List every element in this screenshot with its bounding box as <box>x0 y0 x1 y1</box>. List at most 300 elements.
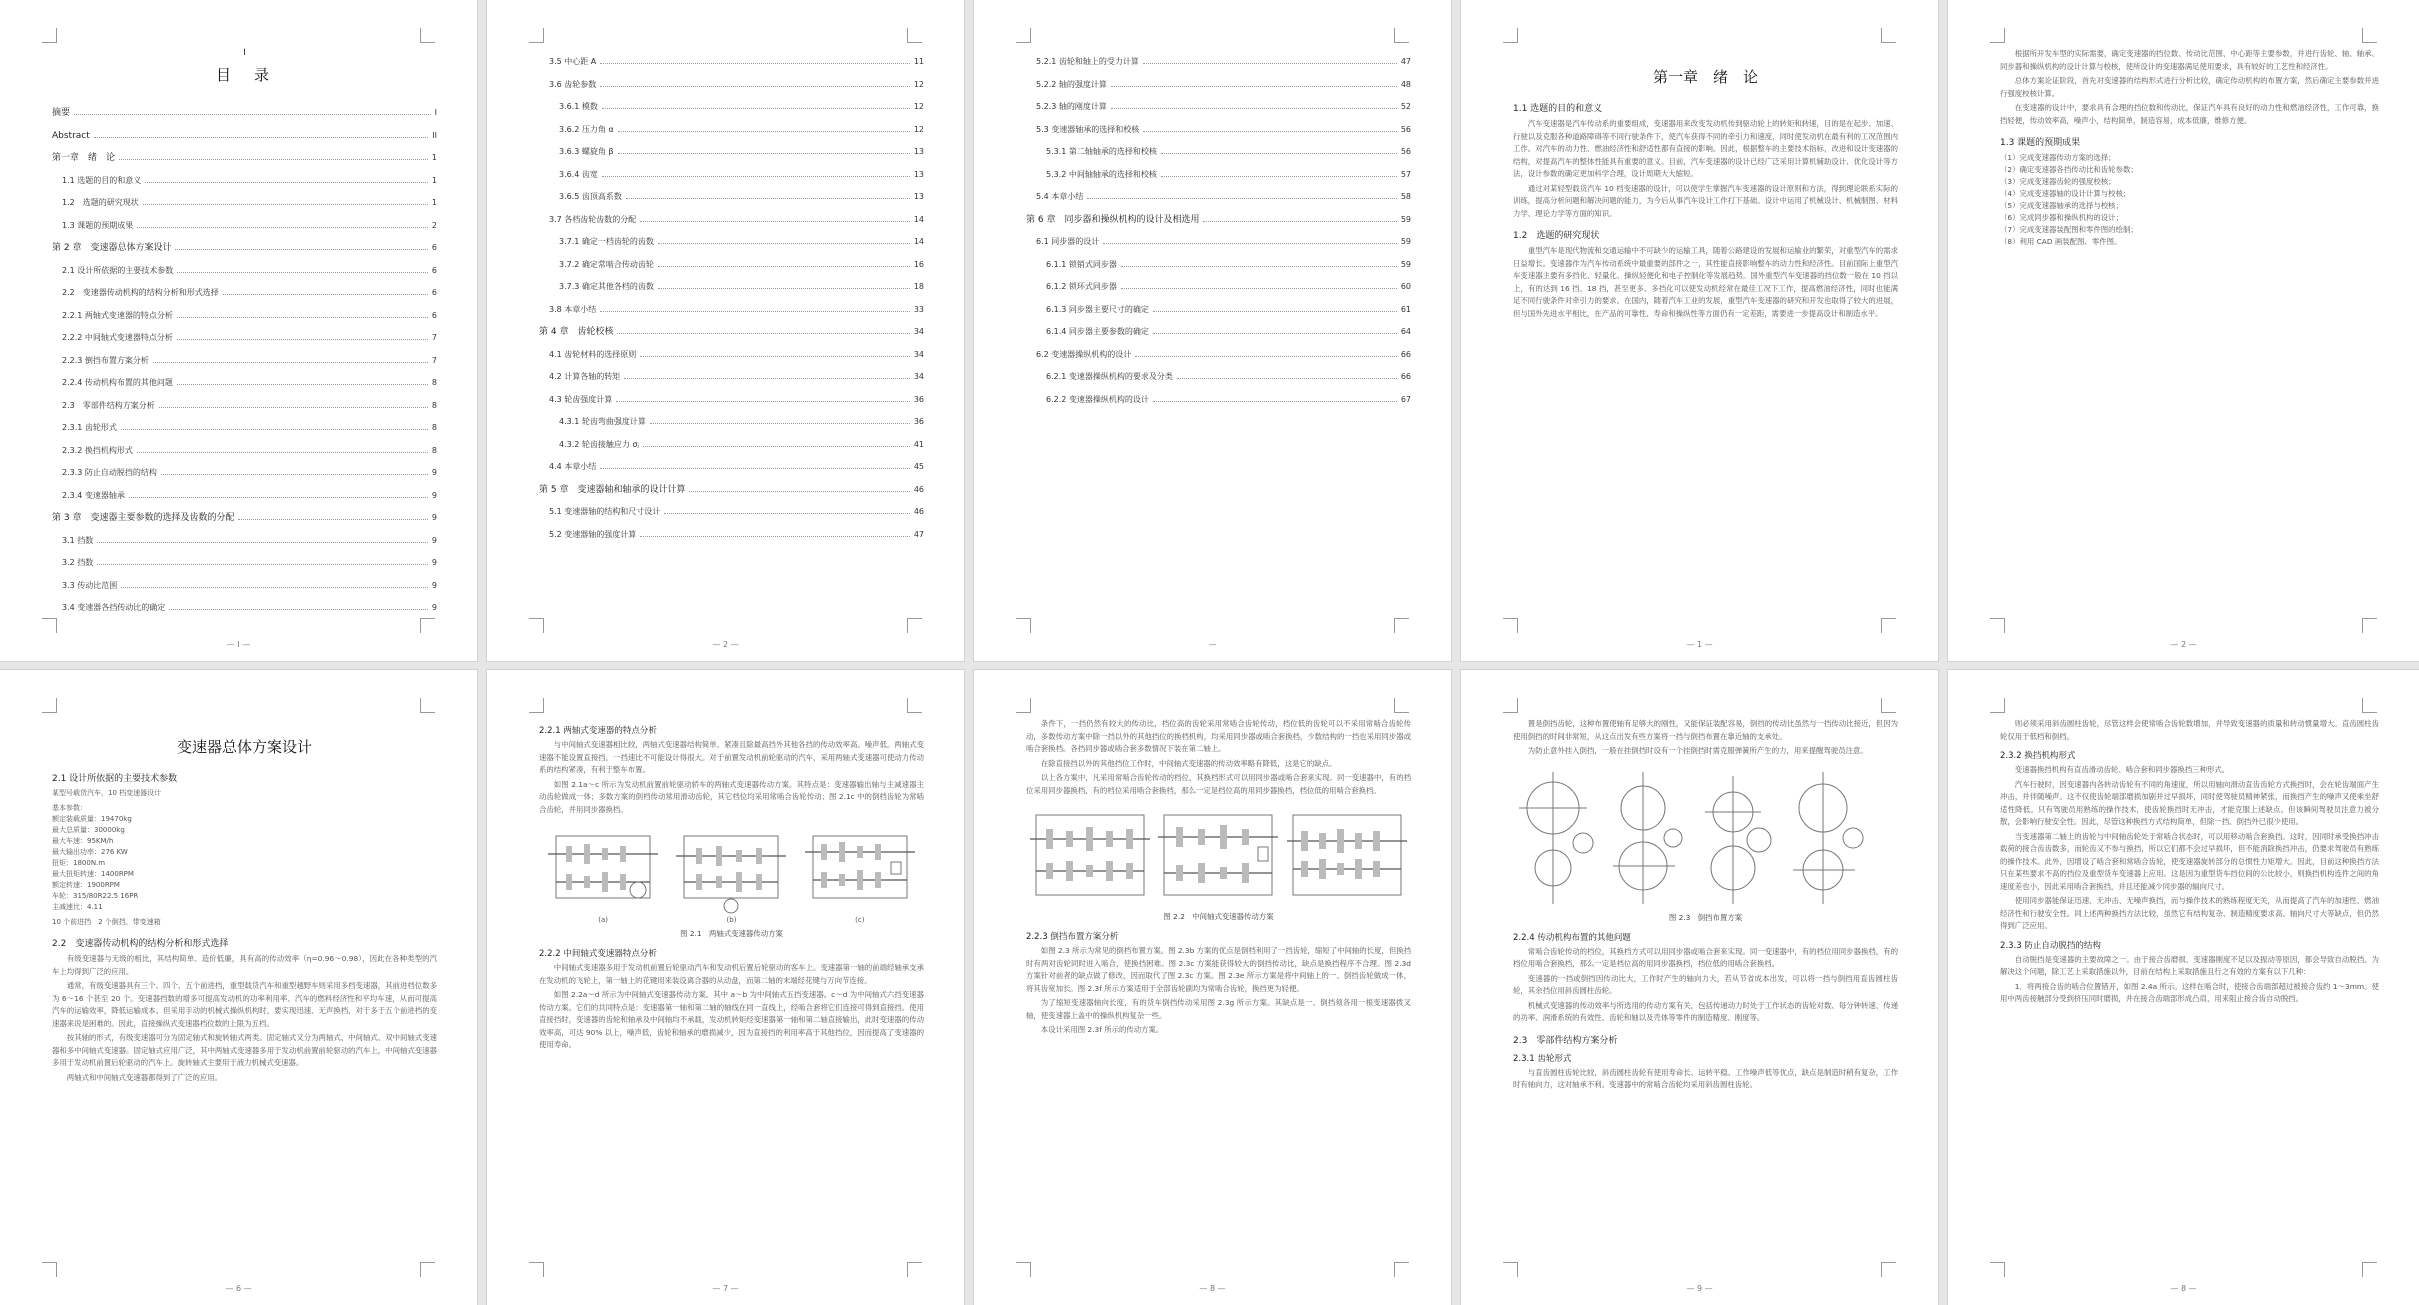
toc-leader-dots <box>689 491 909 492</box>
toc-entry-page: 57 <box>1400 169 1411 179</box>
toc-entry[interactable] <box>52 287 437 299</box>
toc-leader-dots <box>640 221 910 222</box>
body-paragraph: 通过对某轻型载货汽车 10 档变速器的设计，可以使学生掌握汽车变速器的设计原则和方法，得到理论联系实际的训练，提高分析问题和解决问题的能力，为今后从事汽车设计工作打下基础。设计中运用了机械设计、机械制图、材料力学、理论力学等方面的知识。 <box>1513 183 1898 218</box>
toc-entry-title: 3.1 挡数 <box>62 535 94 545</box>
toc-leader-dots <box>143 204 428 205</box>
toc-entry-page: 52 <box>1400 102 1411 111</box>
toc-title: 目 录 <box>215 66 273 84</box>
toc-entry-page: 58 <box>1400 192 1411 201</box>
list-item: （2）确定变速器各挡传动比和齿轮参数； <box>2000 165 2138 174</box>
toc-entry[interactable] <box>1026 191 1411 203</box>
toc-entry-page: 61 <box>1400 304 1411 314</box>
toc-entry-title: 4.3 轮齿强度计算 <box>549 394 613 404</box>
toc-entry-page: 13 <box>913 169 924 179</box>
toc-entry[interactable] <box>539 371 924 383</box>
document-page-5 <box>1948 0 2419 661</box>
toc-leader-dots <box>640 356 910 357</box>
body-paragraph: 自动脱挡是变速器的主要故障之一。由于接合齿磨损、变速器刚度不足以及振动等原因，都会导致自动脱挡。为解决这个问题，除工艺上采取措施以外，目前在结构上采取措施且行之有效的方案有以下几种： <box>2000 954 2379 976</box>
toc-leader-dots <box>600 86 910 87</box>
toc-leader-dots <box>1143 131 1397 132</box>
toc-leader-dots <box>658 266 910 267</box>
toc-entry-title: 3.6.4 齿宽 <box>559 169 598 179</box>
toc-leader-dots <box>1121 288 1397 289</box>
toc-entry[interactable] <box>539 124 924 136</box>
toc-leader-dots <box>129 497 428 498</box>
toc-leader-dots <box>1177 378 1397 379</box>
page-number: — 7 — <box>712 1284 739 1293</box>
page-corner-mark <box>1990 1262 2005 1277</box>
page-corner-mark <box>1503 1262 1518 1277</box>
toc-entry-page: 33 <box>913 304 924 314</box>
toc-entry[interactable] <box>52 197 437 209</box>
toc-entry[interactable] <box>539 214 924 226</box>
page-corner-mark <box>2362 1262 2377 1277</box>
section-heading: 1.2 选题的研究现状 <box>1513 231 1600 241</box>
toc-entry-title: 6.1.1 锁销式同步器 <box>1046 259 1117 269</box>
toc-entry[interactable] <box>1026 56 1411 68</box>
toc-entry-title: 4.4 本章小结 <box>549 462 597 471</box>
toc-entry-title: 2.3.2 换挡机构形式 <box>62 445 133 455</box>
list-item: （7）完成变速器装配图和零件图的绘制； <box>2000 225 2138 234</box>
body-paragraph: 1．将两接合齿的啮合位置错开，如图 2.4a 所示。这样在啮合时，使接合齿端部超过被接合齿约 1～3mm。使用中两齿接触部分受到挤压同时磨损，并在接合齿端部形成凸肩，用来阻止接合齿自动脱挡。 <box>2000 981 2379 1003</box>
toc-entry[interactable] <box>1026 281 1411 293</box>
toc-entry[interactable] <box>1026 326 1411 338</box>
toc-entry-title: 2.3.4 变速器轴承 <box>62 490 125 500</box>
section-heading: 2.3.3 防止自动脱挡的结构 <box>2000 940 2101 951</box>
toc-entry-title: 3.6.5 齿顶高系数 <box>559 192 622 201</box>
outcome-list <box>2000 152 2379 248</box>
parameter-block <box>52 788 437 928</box>
document-page-7 <box>487 670 964 1305</box>
toc-list <box>1026 56 1411 406</box>
toc-entry-page: 6 <box>431 265 437 275</box>
list-item: （4）完成变速器轴的设计计算与校核； <box>2000 189 2131 198</box>
section-heading: 2.2.1 两轴式变速器的特点分析 <box>539 726 657 736</box>
toc-leader-dots <box>177 384 428 385</box>
section-heading: 2.3.1 齿轮形式 <box>1513 1053 1572 1064</box>
toc-entry[interactable] <box>1026 259 1411 271</box>
toc-entry-title: 5.3.2 中间轴轴承的选择和校核 <box>1046 169 1157 179</box>
toc-entry-page: 59 <box>1400 259 1411 269</box>
toc-entry[interactable] <box>1026 124 1411 136</box>
page-corner-mark <box>1881 1262 1896 1277</box>
page-corner-mark <box>1394 618 1409 633</box>
toc-entry-title: 2.2.1 两轴式变速器的特点分析 <box>62 310 173 320</box>
toc-entry-title: 2.2.4 传动机构布置的其他问题 <box>62 378 173 387</box>
body-paragraph: 与中间轴式变速器相比较，两轴式变速器结构简单、紧凑且除最高挡外其他各挡的传动效率高、噪声低。两轴式变速器不能设置直接挡，一挡速比不可能设计得很大。对于前置发动机前轮驱动的汽车，采用两轴式变速器可使动力传动系的结构紧凑，有利于整车布置。 <box>539 740 924 774</box>
toc-entry[interactable] <box>52 265 437 277</box>
toc-entry-page: 46 <box>913 507 924 516</box>
toc-entry[interactable] <box>1026 101 1411 113</box>
toc-leader-dots <box>1203 221 1396 222</box>
page-corner-mark <box>42 698 57 713</box>
toc-leader-dots <box>600 311 910 312</box>
toc-entry[interactable] <box>52 175 437 187</box>
param-note: 10 个前进挡 2 个倒挡，带变速箱 <box>52 918 161 926</box>
toc-entry-title: 6.1.4 同步器主要参数的确定 <box>1046 327 1149 336</box>
toc-entry-page: 47 <box>913 529 924 539</box>
toc-entry-page: 13 <box>913 192 924 201</box>
section-heading: 2.2.2 中间轴式变速器特点分析 <box>539 949 657 959</box>
toc-entry-page: 11 <box>913 57 924 66</box>
toc-entry-page: 6 <box>431 310 437 320</box>
toc-entry-title: 3.7.1 确定一档齿轮的齿数 <box>559 237 654 246</box>
toc-leader-dots <box>1103 243 1397 244</box>
toc-entry[interactable] <box>539 416 924 428</box>
body-paragraph: 变速器换挡机构有直齿滑动齿轮、啮合套和同步器换挡三种形式。 <box>2014 765 2230 774</box>
page-corner-mark <box>907 28 922 43</box>
toc-leader-dots <box>664 513 910 514</box>
toc-entry[interactable] <box>539 394 924 406</box>
toc-leader-dots <box>618 131 910 132</box>
body-paragraph: 重型汽车是现代物流和交通运输中不可缺少的运输工具，随着公路建设的发展和运输业的繁荣，对重型汽车的需求日益增长。变速器作为汽车传动系统中最重要的部件之一，其性能直接影响整车的动力性和经济性。目前国际上重型汽车变速器主要有多挡化、轻量化、操纵轻便化和电子控制化等发展趋势。国外重型汽车变速器的挡位数一般在 10 挡以上，有的达到 16 挡、18 挡，甚至更多。多挡化可以使发动机经常在最佳工况下工作，提高燃油经济性，同时也能满足不同行驶条件对牵引力的要求。在国内，随着汽车工业的发展，重型汽车变速器的研究和开发也取得了较大的进展，但与国外先进水平相比，在产品的可靠性、寿命和操纵性等方面仍有一定差距，需要进一步提高设计和制造水平。 <box>1513 246 1898 318</box>
toc-entry-title: 1.1 选题的目的和意义 <box>62 175 142 185</box>
gearbox-diagram <box>805 826 915 916</box>
toc-entry-title: 5.2.3 轴的刚度计算 <box>1036 102 1107 111</box>
gearbox-diagram <box>676 826 786 916</box>
toc-entry[interactable] <box>539 529 924 541</box>
toc-entry-title: 2.2.3 倒挡布置方案分析 <box>62 355 149 365</box>
toc-leader-dots <box>153 362 428 363</box>
body-paragraph: 如图 2.3 所示为常见的倒档布置方案。图 2.3b 方案的优点是倒档利用了一挡齿轮，缩短了中间轴的长度，但换挡时有两对齿轮同时进入啮合，使换挡困难。图 2.3c 方案能获得较大的倒挡传动比，缺点是换挡程序不合理。图 2.3d 方案针对前者的缺点做了修改，因而取代了图 2.3c 方案。图 2.3e 所示方案是将中间轴上的一、倒挡齿轮做成一体，将其齿宽加长。图 2.3f 所示方案适用于全部齿轮副均为常啮合齿轮，换挡更为轻便。 <box>1026 946 1411 993</box>
toc-entry-title: 第 4 章 齿轮校核 <box>539 327 614 337</box>
toc-leader-dots <box>94 137 429 138</box>
param-item: 额定转速：1900RPM <box>52 881 120 889</box>
toc-entry-title: 2.1 设计所依据的主要技术参数 <box>62 265 174 275</box>
toc-leader-dots <box>177 339 428 340</box>
param-item: 最大扭矩转速：1400RPM <box>52 870 134 878</box>
toc-entry[interactable] <box>52 535 437 547</box>
toc-entry-page: 46 <box>913 484 924 494</box>
param-item: 额定装载质量：19470kg <box>52 815 132 823</box>
toc-entry[interactable] <box>1026 236 1411 248</box>
page-number: — 9 — <box>1686 1284 1713 1293</box>
toc-entry[interactable] <box>52 467 437 479</box>
page-number: — 1 — <box>1686 640 1713 649</box>
toc-entry[interactable] <box>1026 371 1411 383</box>
toc-leader-dots <box>1143 63 1397 64</box>
page-number: — <box>1208 640 1217 649</box>
toc-entry-title: 3.7.2 确定常啮合传动齿轮 <box>559 259 654 269</box>
page-corner-mark <box>1503 28 1518 43</box>
toc-entry-title: 3.3 传动比范围 <box>62 580 118 590</box>
toc-entry-title: 5.2 变速器轴的强度计算 <box>549 529 637 539</box>
body-paragraph: 按其轴的形式，有级变速器可分为固定轴式和旋转轴式两类。固定轴式又分为两轴式、中间轴式、双中间轴式变速器和多中间轴式变速器。固定轴式应用广泛，其中两轴式变速器多用于发动机前置前轮驱动的汽车上，中间轴式变速器多用于发动机前置后轮驱动的汽车上。旋转轴式主要用于液力机械式变速器。 <box>52 1033 437 1067</box>
toc-entry-page: 8 <box>431 423 437 432</box>
toc-entry[interactable] <box>52 107 437 119</box>
toc-leader-dots <box>624 378 910 379</box>
toc-entry[interactable] <box>52 310 437 322</box>
toc-entry[interactable] <box>52 377 437 389</box>
toc-entry[interactable] <box>52 490 437 502</box>
body-paragraph: 根据所开发车型的实际需要，确定变速器的挡位数、传动比范围、中心距等主要参数，并进行齿轮、轴、轴承、同步器和操纵机构的设计计算与校核，使所设计的变速器满足使用要求，具有较好的工艺性和经济性。 <box>2000 49 2379 71</box>
toc-leader-dots <box>137 452 428 453</box>
toc-entry[interactable] <box>1026 79 1411 91</box>
section-heading: 2.2.3 倒挡布置方案分析 <box>1026 932 1119 942</box>
page-corner-mark <box>2362 28 2377 43</box>
page-corner-mark <box>42 1262 57 1277</box>
page-number: — 2 — <box>712 640 739 649</box>
toc-entry[interactable] <box>52 580 437 592</box>
page-corner-mark <box>1881 28 1896 43</box>
toc-entry-page: 36 <box>913 417 924 426</box>
toc-entry[interactable] <box>539 146 924 158</box>
page-corner-mark <box>2362 698 2377 713</box>
toc-entry[interactable] <box>1026 214 1411 226</box>
toc-entry[interactable] <box>52 512 437 524</box>
toc-entry[interactable] <box>52 602 437 614</box>
toc-entry[interactable] <box>539 326 924 338</box>
page-corner-mark <box>2362 618 2377 633</box>
body-paragraph: 在变速器的设计中，要求具有合理的挡位数和传动比，保证汽车具有良好的动力性和燃油经济性，工作可靠，换挡轻便，传动效率高，噪声小，结构简单，制造容易，成本低廉，维修方便。 <box>2000 103 2379 125</box>
toc-entry[interactable] <box>52 422 437 434</box>
document-page-10 <box>1948 670 2419 1305</box>
page-corner-mark <box>1394 1262 1409 1277</box>
toc-entry-title: 3.7 各档齿轮齿数的分配 <box>549 214 637 224</box>
toc-entry-title: 3.6 齿轮参数 <box>549 79 597 89</box>
body-paragraph: 机械式变速器的传动效率与所选用的传动方案有关，包括传递动力时处于工作状态的齿轮对数、每分钟转速、传递的功率、润滑系统的有效性、齿轮和轴以及壳体等零件的制造精度、刚度等。 <box>1513 1000 1898 1022</box>
toc-leader-dots <box>658 288 910 289</box>
toc-entry-page: 9 <box>431 513 437 522</box>
toc-entry-title: 3.7.3 确定其他各档的齿数 <box>559 282 654 291</box>
toc-entry-title: 第 3 章 变速器主要参数的选择及齿数的分配 <box>52 513 235 523</box>
toc-entry[interactable] <box>539 79 924 91</box>
toc-entry[interactable] <box>539 259 924 271</box>
toc-entry[interactable] <box>52 130 437 142</box>
toc-entry-page: 18 <box>913 282 924 291</box>
page-top-mark: I <box>243 48 246 58</box>
param-item: 扭矩：1800N.m <box>52 859 106 867</box>
toc-entry-page: 45 <box>913 462 924 471</box>
gearbox-diagram <box>1287 807 1407 907</box>
toc-entry[interactable] <box>52 557 437 569</box>
section-heading: 2.3.2 换挡机构形式 <box>2000 751 2076 761</box>
page-corner-mark <box>1503 618 1518 633</box>
toc-entry-page: 34 <box>913 349 924 359</box>
toc-entry[interactable] <box>1026 169 1411 181</box>
param-title: 基本参数： <box>52 804 87 812</box>
toc-entry-title: 第一章 绪 论 <box>52 153 116 163</box>
section-heading: 2.2.4 传动机构布置的其他问题 <box>1513 932 1631 943</box>
toc-leader-dots <box>616 401 910 402</box>
page-corner-mark <box>420 28 435 43</box>
page-number: — 2 — <box>2170 640 2197 649</box>
toc-entry-title: 3.5 中心距 A <box>549 57 597 66</box>
figure-label: (c) <box>855 916 865 924</box>
toc-entry[interactable] <box>539 461 924 473</box>
toc-leader-dots <box>602 108 910 109</box>
toc-entry-page: 9 <box>431 603 437 612</box>
page-corner-mark <box>907 618 922 633</box>
toc-entry-page: 14 <box>913 237 924 246</box>
toc-entry-title: 6.1.3 同步器主要尺寸的确定 <box>1046 304 1149 314</box>
toc-entry[interactable] <box>539 169 924 181</box>
toc-entry[interactable] <box>52 152 437 164</box>
list-item: （6）完成同步器和操纵机构的设计； <box>2000 213 2123 222</box>
page-corner-mark <box>1503 698 1518 713</box>
toc-entry-page: 7 <box>431 355 437 365</box>
page-corner-mark <box>529 28 544 43</box>
body-paragraph: 在除直接挡以外的其他挡位工作时，中间轴式变速器的传动效率略有降低，这是它的缺点。 <box>1040 758 1337 768</box>
toc-entry[interactable] <box>539 506 924 518</box>
toc-leader-dots <box>626 198 910 199</box>
body-paragraph: 使用同步器能保证迅速、无冲击、无噪声换挡，而与操作技术的熟练程度无关，从而提高了汽车的加速性、燃油经济性和行驶安全性。同上述两种换挡方法比较，虽然它有结构复杂、制造精度要求高、轴向尺寸大等缺点，但仍然得到广泛应用。 <box>2000 896 2379 930</box>
figure-caption: 图 2.3 倒挡布置方案 <box>1668 912 1743 922</box>
toc-leader-dots <box>97 542 428 543</box>
toc-leader-dots <box>643 446 910 447</box>
toc-entry-title: 6.2.2 变速器操纵机构的设计 <box>1046 394 1149 404</box>
toc-entry[interactable] <box>539 191 924 203</box>
toc-entry-page: 9 <box>431 580 437 590</box>
toc-entry-title: 第 6 章 同步器和操纵机构的设计及相选用 <box>1026 214 1200 225</box>
section-heading: 1.1 选题的目的和意义 <box>1513 104 1603 114</box>
page-corner-mark <box>420 698 435 713</box>
toc-entry[interactable] <box>52 220 437 232</box>
toc-leader-dots <box>1161 176 1397 177</box>
page-corner-mark <box>1881 698 1896 713</box>
toc-entry[interactable] <box>52 242 437 254</box>
toc-entry[interactable] <box>1026 349 1411 361</box>
toc-entry[interactable] <box>539 304 924 316</box>
toc-entry-page: 67 <box>1400 394 1411 404</box>
toc-entry-title: 第 5 章 变速器轴和轴承的设计计算 <box>539 484 686 495</box>
chapter-title: 第一章 绪 论 <box>1652 68 1758 86</box>
page-corner-mark <box>1990 698 2005 713</box>
toc-entry-page: 47 <box>1400 57 1411 66</box>
toc-entry[interactable] <box>52 400 437 412</box>
toc-entry-page: 9 <box>431 490 437 500</box>
body-paragraph: 变速器的一挡或倒挡因传动比大，工作时产生的轴向力大，若从节省成本出发，可以将一挡与倒挡用直齿圆柱齿轮，其余挡位用斜齿圆柱齿轮。 <box>1513 973 1898 995</box>
toc-entry[interactable] <box>539 349 924 361</box>
page-corner-mark <box>529 698 544 713</box>
toc-entry-title: 6.1 同步器的设计 <box>1036 237 1100 246</box>
toc-entry-title: 4.3.1 轮齿弯曲强度计算 <box>559 417 646 426</box>
toc-entry[interactable] <box>539 236 924 248</box>
toc-entry[interactable] <box>539 439 924 451</box>
document-page-3 <box>974 0 1451 661</box>
gearbox-diagram <box>1030 807 1150 907</box>
toc-entry-page: 13 <box>913 147 924 156</box>
toc-entry-title: 2.3.3 防止自动脱挡的结构 <box>62 468 157 477</box>
toc-leader-dots <box>1153 311 1397 312</box>
toc-entry[interactable] <box>1026 146 1411 158</box>
page-corner-mark <box>1016 1262 1031 1277</box>
toc-entry-page: 1 <box>431 175 437 185</box>
body-paragraph: 汽车变速器是汽车传动系的重要组成，变速器用来改变发动机传到驱动轮上的转矩和转速，目的是在起步、加速、行驶以及克服各种道路障碍等不同行驶条件下，使汽车获得不同的牵引力和速度，同时使发动机在最有利的工况范围内工作。对汽车的动力性、燃油经济性和舒适性都有直接的影响。因此，根据整车的主要技术指标，改进和设计变速器的结构，对提高汽车的整体性能具有重要的意义。目前，汽车变速器的设计已经广泛采用计算机辅助设计、优化设计等方法，设计参数的确定更加科学合理，设计周期大大缩短。 <box>1513 119 1898 178</box>
page-corner-mark <box>420 1262 435 1277</box>
toc-entry[interactable] <box>52 355 437 367</box>
toc-entry[interactable] <box>52 445 437 457</box>
toc-entry-title: 1.2 选题的研究现状 <box>62 198 139 207</box>
toc-entry[interactable] <box>1026 304 1411 316</box>
body-paragraph: 中间轴式变速器多用于发动机前置后轮驱动汽车和发动机后置后轮驱动的客车上。变速器第一轴的前端经轴承支承在发动机的飞轮上，第一轴上的花键用来装设离合器的从动盘，而第二轴的末端经花键与万向节连接。 <box>539 963 924 985</box>
toc-entry-title: 5.4 本章小结 <box>1036 192 1084 201</box>
toc-entry-page: 2 <box>431 220 437 230</box>
toc-entry-page: 56 <box>1400 124 1411 134</box>
figure-2-1 <box>539 826 924 924</box>
section-heading: 1.3 课题的预期成果 <box>2000 138 2081 148</box>
body-paragraph: 则必须采用斜齿圆柱齿轮，尽管这样会使常啮合齿轮数增加，并导致变速器的质量和转动惯量增大。直齿圆柱齿轮仅用于低档和倒档。 <box>2000 719 2379 741</box>
toc-entry-page: 48 <box>1400 79 1411 89</box>
toc-leader-dots <box>177 272 428 273</box>
toc-entry-page: 64 <box>1400 327 1411 336</box>
toc-entry[interactable] <box>539 484 924 496</box>
toc-entry-page: 9 <box>431 558 437 567</box>
toc-leader-dots <box>238 519 427 520</box>
toc-entry-title: Abstract <box>52 130 90 141</box>
toc-entry[interactable] <box>539 281 924 293</box>
chapter-title: 变速器总体方案设计 <box>176 738 312 756</box>
toc-entry[interactable] <box>539 56 924 68</box>
toc-entry-title: 摘要 <box>52 108 71 118</box>
toc-leader-dots <box>640 536 910 537</box>
toc-entry-title: 2.3.1 齿轮形式 <box>62 423 117 432</box>
page-corner-mark <box>42 28 57 43</box>
page-number: — 6 — <box>225 1284 252 1293</box>
toc-entry-title: 6.2 变速器操纵机构的设计 <box>1036 349 1132 359</box>
figure-caption: 图 2.1 两轴式变速器传动方案 <box>680 929 783 938</box>
toc-entry-title: 2.3 零部件结构方案分析 <box>62 400 155 410</box>
toc-entry-page: 1 <box>431 198 437 207</box>
page-corner-mark <box>1990 28 2005 43</box>
toc-leader-dots <box>121 429 428 430</box>
toc-entry-page: I <box>434 108 437 117</box>
toc-leader-dots <box>1135 356 1397 357</box>
toc-entry-page: 12 <box>913 102 924 111</box>
list-item: （1）完成变速器传动方案的选择； <box>2000 153 2116 162</box>
toc-leader-dots <box>650 423 910 424</box>
toc-list <box>539 56 924 541</box>
toc-leader-dots <box>600 63 910 64</box>
body-paragraph: 总体方案论证阶段，首先对变速器的结构形式进行分析比较，确定传动机构的布置方案，然后确定主要参数并进行强度校核计算。 <box>2000 76 2379 98</box>
body-paragraph: 两轴式和中间轴式变速器都得到了广泛的应用。 <box>66 1072 223 1082</box>
toc-entry-page: 12 <box>913 79 924 89</box>
toc-entry-page: 12 <box>913 124 924 134</box>
page-corner-mark <box>529 618 544 633</box>
body-paragraph: 如图 2.1a～c 所示为发动机前置前轮驱动轿车的两轴式变速器传动方案。其特点是：变速器输出轴与主减速器主动齿轮做成一体；多数方案的倒档传动常用滑动齿轮，其它档位均采用常啮合齿轮传动；图 2.1c 中的倒档齿轮为常啮合齿轮，并用同步器换档。 <box>539 779 924 814</box>
toc-entry[interactable] <box>1026 394 1411 406</box>
figure-2-3 <box>1513 768 1898 908</box>
toc-leader-dots <box>169 609 428 610</box>
body-paragraph: 本设计采用图 2.3f 所示的传动方案。 <box>1040 1025 1164 1034</box>
toc-entry-page: 41 <box>913 439 924 449</box>
toc-entry-page: 34 <box>913 327 924 336</box>
page-corner-mark <box>907 1262 922 1277</box>
toc-leader-dots <box>137 227 428 228</box>
toc-entry-title: 3.6.3 螺旋角 β <box>559 147 614 156</box>
toc-leader-dots <box>602 176 910 177</box>
toc-entry-page: II <box>432 130 437 140</box>
list-item: （3）完成变速器齿轮的强度校核； <box>2000 177 2116 186</box>
toc-entry-title: 5.3 变速器轴承的选择和校核 <box>1036 124 1140 134</box>
page-corner-mark <box>1990 618 2005 633</box>
page-corner-mark <box>1016 698 1031 713</box>
toc-entry[interactable] <box>52 332 437 344</box>
body-paragraph: 汽车行驶时，因变速器内各转动齿轮有不同的角速度，所以用轴向滑动直齿齿轮方式换挡时，会在轮齿端面产生冲击，并伴随噪声。这不仅使齿轮端部磨损加剧并过早损坏，同时使驾驶员精神紧张，而换挡产生的噪声又使乘坐舒适性降低。只有驾驶员用熟练的操作技术，使齿轮换挡时无冲击，才能克服上述缺点。但该瞬间驾驶员注意力被分散，会影响行驶安全性。因此，尽管这种换挡方式结构简单，但除一挡、倒挡外已很少使用。 <box>2000 779 2379 826</box>
toc-entry-title: 5.2.2 轴的强度计算 <box>1036 79 1107 89</box>
toc-entry[interactable] <box>539 101 924 113</box>
section-heading: 2.3 零部件结构方案分析 <box>1513 1035 1618 1046</box>
toc-leader-dots <box>1087 198 1397 199</box>
page-corner-mark <box>907 698 922 713</box>
toc-leader-dots <box>1111 86 1397 87</box>
page-number: — 8 — <box>1199 1284 1226 1293</box>
toc-entry-title: 6.1.2 锁环式同步器 <box>1046 282 1117 291</box>
toc-entry-page: 14 <box>913 214 924 224</box>
document-page-4 <box>1461 0 1938 661</box>
page-corner-mark <box>1016 618 1031 633</box>
toc-entry-title: 4.1 齿轮材料的选择原则 <box>549 349 637 359</box>
